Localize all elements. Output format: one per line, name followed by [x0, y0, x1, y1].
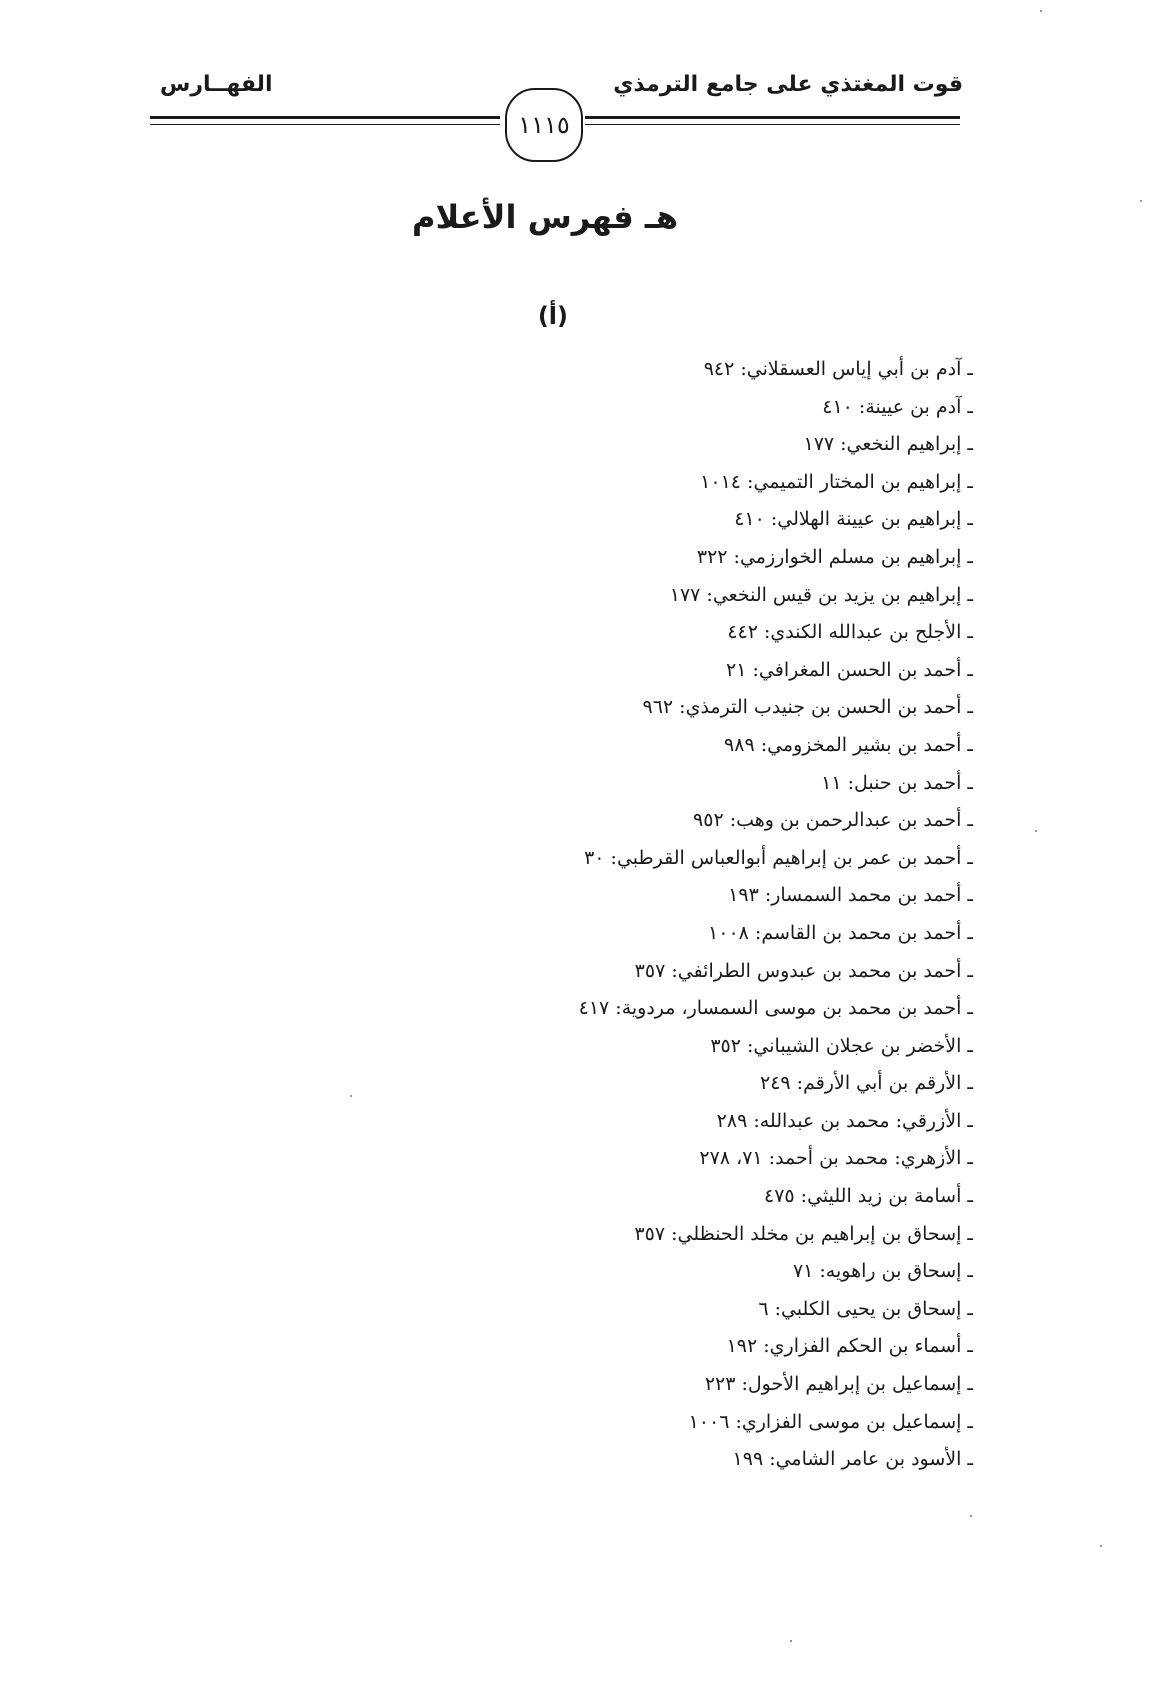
- header-rule-right-thick: [585, 116, 960, 119]
- index-entry: ـ إسحاق بن راهويه: ٧١: [792, 1260, 973, 1283]
- scan-speck: [1140, 200, 1142, 202]
- index-entry: ـ أحمد بن محمد بن القاسم: ١٠٠٨: [708, 921, 973, 944]
- scan-speck: [970, 1515, 972, 1517]
- index-entry: ـ أحمد بن محمد بن عبدوس الطرائفي: ٣٥٧: [634, 959, 973, 982]
- index-entry: ـ إبراهيم بن يزيد بن قيس النخعي: ١٧٧: [669, 583, 973, 606]
- index-entry: ـ أحمد بن عمر بن إبراهيم أبوالعباس القرطبي: ٣٠: [584, 846, 973, 869]
- scan-speck: [1040, 10, 1042, 12]
- index-entries: [273, 351, 973, 1479]
- header-rule-left-thick: [150, 116, 500, 119]
- index-entry: ـ إبراهيم بن مسلم الخوارزمي: ٣٢٢: [696, 545, 973, 568]
- page-number: ١١١٥: [505, 88, 583, 162]
- index-entry: ـ إبراهيم بن عيينة الهلالي: ٤١٠: [734, 508, 973, 531]
- index-entry: ـ الأرقم بن أبي الأرقم: ٢٤٩: [760, 1072, 973, 1095]
- scan-speck: [1100, 1545, 1102, 1547]
- index-entry: ـ الأزرقي: محمد بن عبدالله: ٢٨٩: [716, 1109, 973, 1132]
- index-entry: ـ إسحاق بن يحيى الكلبي: ٦: [758, 1297, 973, 1320]
- index-entry: ـ أسامة بن زيد الليثي: ٤٧٥: [764, 1185, 973, 1208]
- scan-speck: [790, 1640, 792, 1642]
- scan-speck: [1035, 830, 1037, 832]
- index-entry: ـ إسماعيل بن إبراهيم الأحول: ٢٢٣: [704, 1373, 973, 1396]
- index-entry: ـ أسماء بن الحكم الفزاري: ١٩٢: [726, 1335, 973, 1358]
- section-title: هـ فهرس الأعلام: [412, 198, 678, 236]
- index-entry: ـ أحمد بن الحسن بن جنيدب الترمذي: ٩٦٢: [642, 696, 973, 719]
- index-entry: ـ الأجلح بن عبدالله الكندي: ٤٤٢: [727, 621, 973, 644]
- scan-speck: [350, 1095, 352, 1097]
- letter-heading: (أ): [537, 302, 568, 330]
- index-entry: ـ إسماعيل بن موسى الفزاري: ١٠٠٦: [688, 1410, 973, 1433]
- index-entry: ـ إسحاق بن إبراهيم بن مخلد الحنظلي: ٣٥٧: [634, 1222, 973, 1245]
- index-entry: ـ أحمد بن عبدالرحمن بن وهب: ٩٥٢: [693, 809, 973, 832]
- index-entry: ـ الأزهري: محمد بن أحمد: ٧١، ٢٧٨: [699, 1147, 973, 1170]
- index-entry: ـ آدم بن أبي إياس العسقلاني: ٩٤٢: [703, 358, 973, 380]
- book-title: قوت المغتذي على جامع الترمذي: [613, 72, 963, 97]
- section-name: الفهــارس: [160, 72, 273, 97]
- index-entry: ـ إبراهيم النخعي: ١٧٧: [803, 433, 973, 456]
- index-entry: ـ أحمد بن محمد السمسار: ١٩٣: [728, 884, 973, 907]
- index-entry: ـ إبراهيم بن المختار التميمي: ١٠١٤: [700, 470, 973, 493]
- index-entry: ـ الأخضر بن عجلان الشيباني: ٣٥٢: [710, 1034, 973, 1057]
- header-rule-right-thin: [585, 124, 960, 125]
- index-entry: ـ أحمد بن محمد بن موسى السمسار، مردوية: ٤١٧: [578, 997, 973, 1020]
- index-entry: ـ أحمد بن الحسن المغرافي: ٢١: [726, 658, 973, 681]
- index-entry: ـ أحمد بن بشير المخزومي: ٩٨٩: [724, 733, 973, 756]
- index-entry: ـ أحمد بن حنبل: ١١: [821, 771, 973, 794]
- index-entry: ـ آدم بن عيينة: ٤١٠: [822, 395, 973, 418]
- header-rule-left-thin: [150, 124, 500, 125]
- index-entry: ـ الأسود بن عامر الشامي: ١٩٩: [732, 1448, 973, 1471]
